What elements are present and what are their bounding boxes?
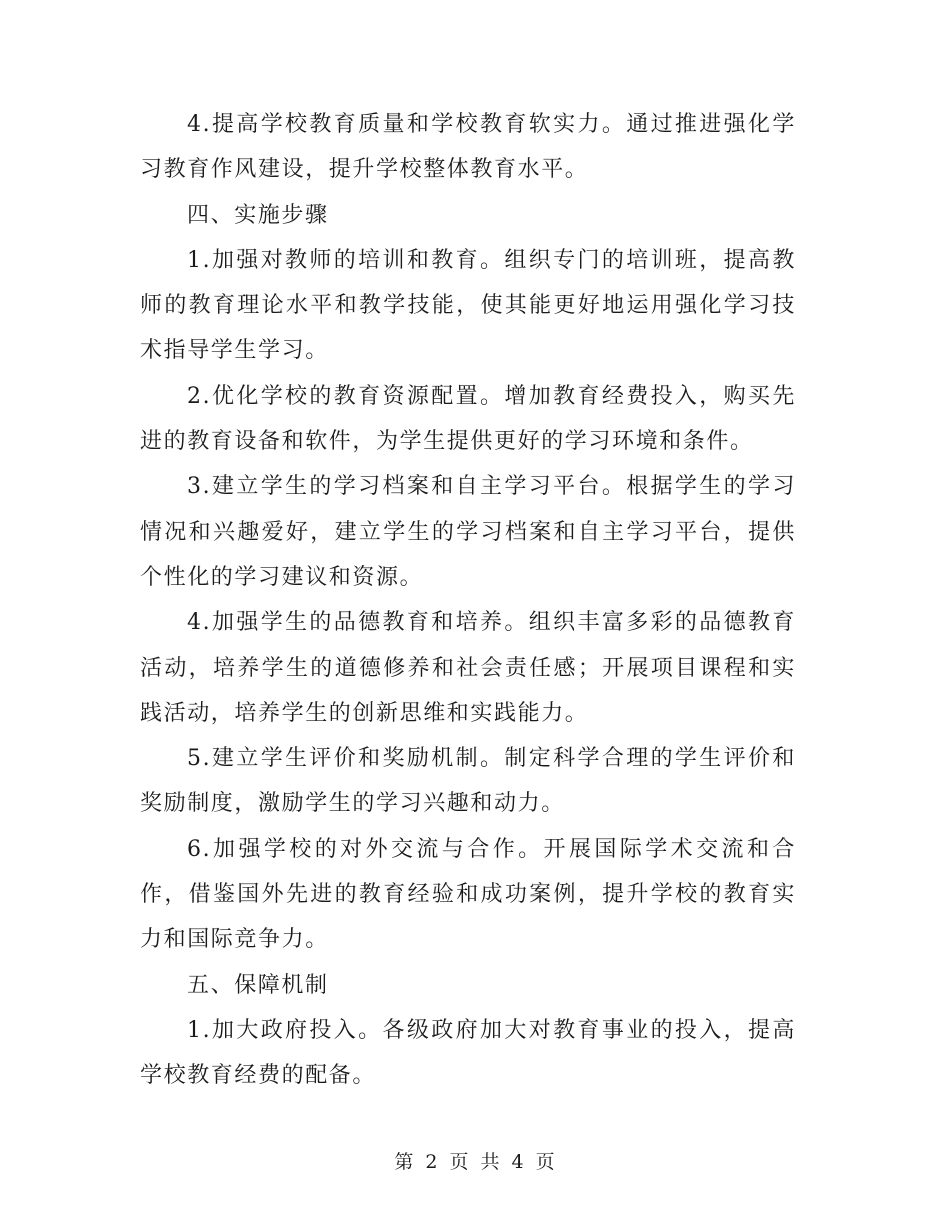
paragraph-safeguard-1: 1.加大政府投入。各级政府加大对教育事业的投入，提高学校教育经费的配备。 [140,1017,796,1089]
paragraph-step-5: 5.建立学生评价和奖励机制。制定科学合理的学生评价和奖励制度，激励学生的学习兴趣和动力。 [140,746,796,817]
paragraph-step-6: 6.加强学校的对外交流与合作。开展国际学术交流和合作，借鉴国外先进的教育经验和成功案例，提升学校的教育实力和国际竞争力。 [140,836,796,953]
section-heading-implementation-steps: 四、实施步骤 [187,202,329,228]
page-number-footer: 第 2 页 共 4 页 [394,1151,556,1173]
section-heading-safeguards: 五、保障机制 [187,972,329,998]
paragraph-step-3: 3.建立学生的学习档案和自主学习平台。根据学生的学习情况和兴趣爱好，建立学生的学习档案和自主学习平台，提供个性化的学习建议和资源。 [140,474,796,590]
document-body [140,102,796,1099]
paragraph-goal-4: 4.提高学校教育质量和学校教育软实力。通过推进强化学习教育作风建设，提升学校整体教育水平。 [140,112,796,183]
paragraph-step-1: 1.加强对教师的培训和教育。组织专门的培训班，提高教师的教育理论水平和教学技能，使其能更好地运用强化学习技术指导学生学习。 [140,247,796,364]
paragraph-step-4: 4.加强学生的品德教育和培养。组织丰富多彩的品德教育活动，培养学生的道德修养和社会责任感；开展项目课程和实践活动，培养学生的创新思维和实践能力。 [140,610,796,726]
paragraph-step-2: 2.优化学校的教育资源配置。增加教育经费投入，购买先进的教育设备和软件，为学生提供更好的学习环境和条件。 [140,383,796,455]
